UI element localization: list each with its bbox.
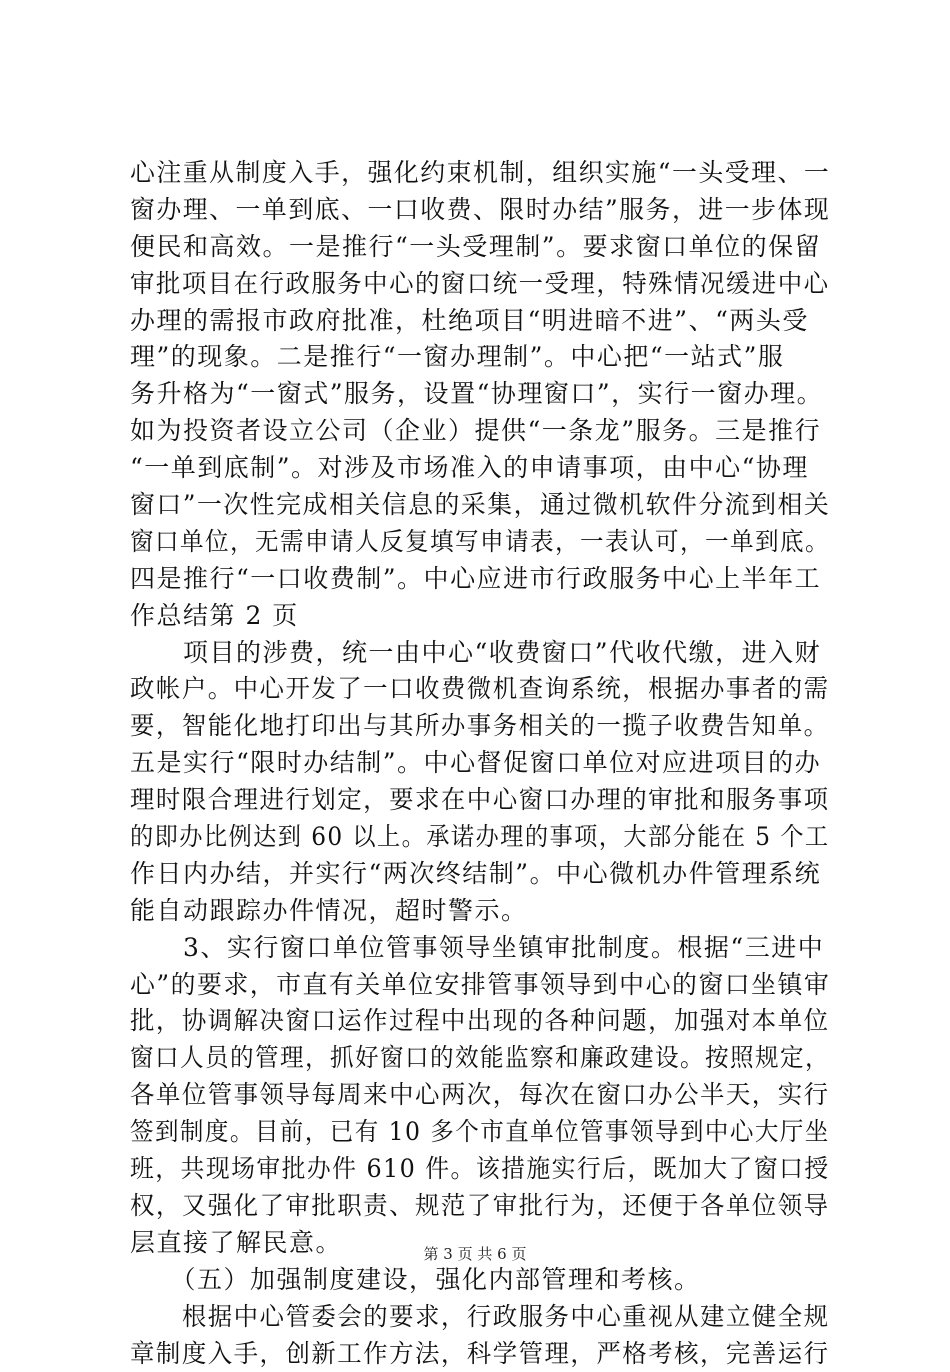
text-line: 层直接了解民意。	[130, 1225, 830, 1262]
text-line: “一单到底制”。对涉及市场准入的申请事项，由中心“协理	[130, 450, 830, 487]
text-line: 批，协调解决窗口运作过程中出现的各种问题，加强对本单位	[130, 1003, 814, 1040]
page-footer: 第 3 页 共 6 页	[0, 1243, 950, 1264]
text-line: 办理的需报市政府批准，杜绝项目“明进暗不进”、“两头受	[130, 303, 830, 340]
text-line: 便民和高效。一是推行“一头受理制”。要求窗口单位的保留	[130, 229, 830, 266]
text-line: 心注重从制度入手，强化约束机制，组织实施“一头受理、一	[130, 155, 827, 192]
text-line: 政帐户。中心开发了一口收费微机查询系统，根据办事者的需	[130, 671, 814, 708]
text-line: 理时限合理进行划定，要求在中心窗口办理的审批和服务事项	[130, 782, 814, 819]
text-line: （五）加强制度建设，强化内部管理和考核。	[130, 1262, 830, 1299]
text-line: 能自动跟踪办件情况，超时警示。	[130, 893, 830, 930]
text-line: 审批项目在行政服务中心的窗口统一受理，特殊情况缓进中心	[130, 266, 814, 303]
text-line: 签到制度。目前，已有 10 多个市直单位管事领导到中心大厅坐	[130, 1114, 789, 1151]
text-line: 窗口”一次性完成相关信息的采集，通过微机软件分流到相关	[130, 487, 827, 524]
text-line: 务升格为“一窗式”服务，设置“协理窗口”，实行一窗办理。	[130, 376, 830, 413]
text-line: 窗口人员的管理，抓好窗口的效能监察和廉政建设。按照规定，	[130, 1040, 790, 1077]
text-line: 章制度入手，创新工作方法，科学管理，严格考核，完善运行	[130, 1336, 814, 1372]
text-line: 3、实行窗口单位管事领导坐镇审批制度。根据“三进中	[130, 930, 830, 967]
text-line: 理”的现象。二是推行“一窗办理制”。中心把“一站式”服	[130, 339, 830, 376]
text-line: 作总结第 2 页	[130, 598, 830, 635]
text-line: 四是推行“一口收费制”。中心应进市行政服务中心上半年工	[130, 561, 830, 598]
text-line: 权，又强化了审批职责、规范了审批行为，还便于各单位领导	[130, 1188, 814, 1225]
text-line: 窗口单位，无需申请人反复填写申请表，一表认可，一单到底。	[130, 524, 790, 561]
text-line: 各单位管事领导每周来中心两次，每次在窗口办公半天，实行	[130, 1077, 814, 1114]
text-line: 根据中心管委会的要求，行政服务中心重视从建立健全规	[130, 1299, 814, 1336]
text-line: 窗办理、一单到底、一口收费、限时办结”服务，进一步体现	[130, 192, 827, 229]
text-line: 作日内办结，并实行“两次终结制”。中心微机办件管理系统	[130, 856, 830, 893]
text-line: 的即办比例达到 60 以上。承诺办理的事项，大部分能在 5 个工	[130, 819, 781, 856]
text-line: 要，智能化地打印出与其所办事务相关的一揽子收费告知单。	[130, 708, 814, 745]
text-line: 班，共现场审批办件 610 件。该措施实行后，既加大了窗口授	[130, 1151, 798, 1188]
text-line: 心”的要求，市直有关单位安排管事领导到中心的窗口坐镇审	[130, 967, 827, 1004]
text-line: 如为投资者设立公司（企业）提供“一条龙”服务。三是推行	[130, 413, 830, 450]
body-text	[130, 155, 830, 1372]
text-line: 项目的涉费，统一由中心“收费窗口”代收代缴，进入财	[130, 635, 830, 672]
text-line: 五是实行“限时办结制”。中心督促窗口单位对应进项目的办	[130, 745, 830, 782]
